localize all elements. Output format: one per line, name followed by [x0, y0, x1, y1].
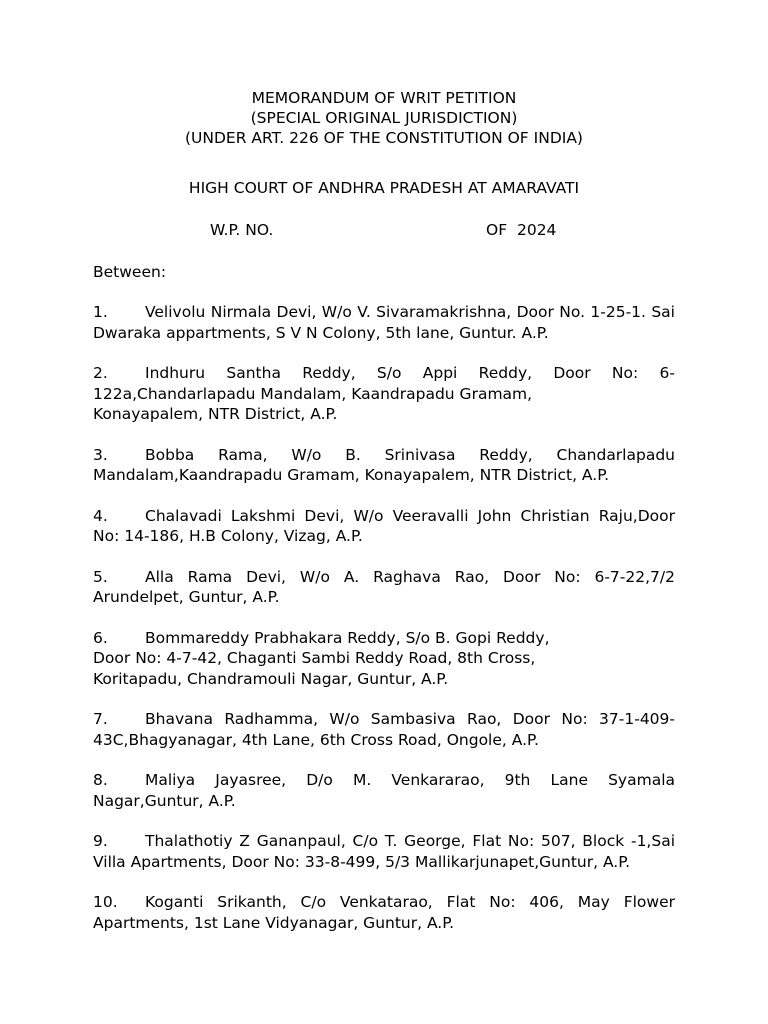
heading-title: MEMORANDUM OF WRIT PETITION — [251, 89, 517, 107]
wp-number-label: W.P. NO. — [210, 221, 274, 239]
party-details: Bhavana Radhamma, W/o Sambasiva Rao, Door No: 37-1-409-43C,Bhagyanagar, 4th Lane, 6th Cross Road, Ongole, A.P. — [93, 710, 675, 749]
party-details-line-2: 122a,Chandarlapadu Mandalam, Kaandrapadu Gramam, — [93, 384, 533, 403]
party-item-1 — [93, 302, 675, 343]
between-label: Between: — [93, 263, 167, 281]
party-details-line-2: Door No: 4-7-42, Chaganti Sambi Reddy Road, 8th Cross, — [93, 649, 536, 667]
document-page — [93, 88, 675, 933]
party-line — [93, 363, 675, 384]
party-details: Alla Rama Devi, W/o A. Raghava Rao, Door No: 6-7-22,7/2 Arundelpet, Guntur, A.P. — [93, 567, 675, 606]
party-item-4 — [93, 506, 675, 547]
party-details: Velivolu Nirmala Devi, W/o V. Sivaramakrishna, Door No. 1-25-1. Sai Dwaraka appartments, S V N Colony, 5th lane, Guntur. A.P. — [93, 303, 675, 342]
party-number: 3. — [93, 445, 108, 464]
party-details: Bommareddy Prabhakara Reddy, S/o B. Gopi Reddy, — [145, 628, 550, 647]
party-details: Indhuru Santha Reddy, S/o Appi Reddy, Door No: 6- — [145, 364, 675, 382]
party-item-6 — [93, 628, 675, 690]
party-item-5 — [93, 567, 675, 608]
party-number: 1. — [93, 303, 108, 321]
party-number: 10. — [93, 893, 118, 911]
party-details: Chalavadi Lakshmi Devi, W/o Veeravalli John Christian Raju,Door No: 14-186, H.B Colony, Vizag, A.P. — [93, 506, 675, 545]
party-item-3 — [93, 445, 675, 486]
party-number: 7. — [93, 710, 108, 728]
party-details: Maliya Jayasree, D/o M. Venkararao, 9th Lane Syamala Nagar,Guntur, A.P. — [93, 771, 675, 810]
party-number: 8. — [93, 771, 108, 789]
party-details-line-3: Koritapadu, Chandramouli Nagar, Guntur, A.P. — [93, 669, 449, 688]
party-details: Koganti Srikanth, C/o Venkatarao, Flat No: 406, May Flower Apartments, 1st Lane Vidyanagar, Guntur, A.P. — [93, 893, 675, 932]
party-number: 6. — [93, 628, 108, 647]
party-number: 5. — [93, 567, 108, 586]
party-item-10 — [93, 892, 675, 933]
wp-year-label: OF 2024 — [486, 221, 557, 239]
heading-jurisdiction: (SPECIAL ORIGINAL JURISDICTION) — [250, 109, 518, 127]
heading-article: (UNDER ART. 226 OF THE CONSTITUTION OF INDIA) — [185, 129, 583, 147]
party-details-line-3: Konayapalem, NTR District, A.P. — [93, 405, 338, 423]
memorandum-heading — [93, 88, 675, 148]
party-details: Thalathotiy Z Gananpaul, C/o T. George, Flat No: 507, Block -1,Sai Villa Apartments, Door No: 33-8-499, 5/3 Mallikarjunapet,Guntur, A.P. — [93, 832, 675, 871]
party-item-7 — [93, 709, 675, 750]
party-details: Bobba Rama, W/o B. Srinivasa Reddy, Chandarlapadu Mandalam,Kaandrapadu Gramam, Konayapalem, NTR District, A.P. — [93, 445, 675, 484]
writ-petition-number — [93, 220, 675, 240]
party-item-9 — [93, 831, 675, 872]
party-line — [93, 628, 675, 649]
party-number: 4. — [93, 506, 108, 525]
court-name: HIGH COURT OF ANDHRA PRADESH AT AMARAVATI — [188, 179, 580, 197]
party-item-8 — [93, 770, 675, 811]
party-number: 2. — [93, 364, 108, 382]
party-number: 9. — [93, 832, 108, 850]
party-item-2 — [93, 363, 675, 425]
